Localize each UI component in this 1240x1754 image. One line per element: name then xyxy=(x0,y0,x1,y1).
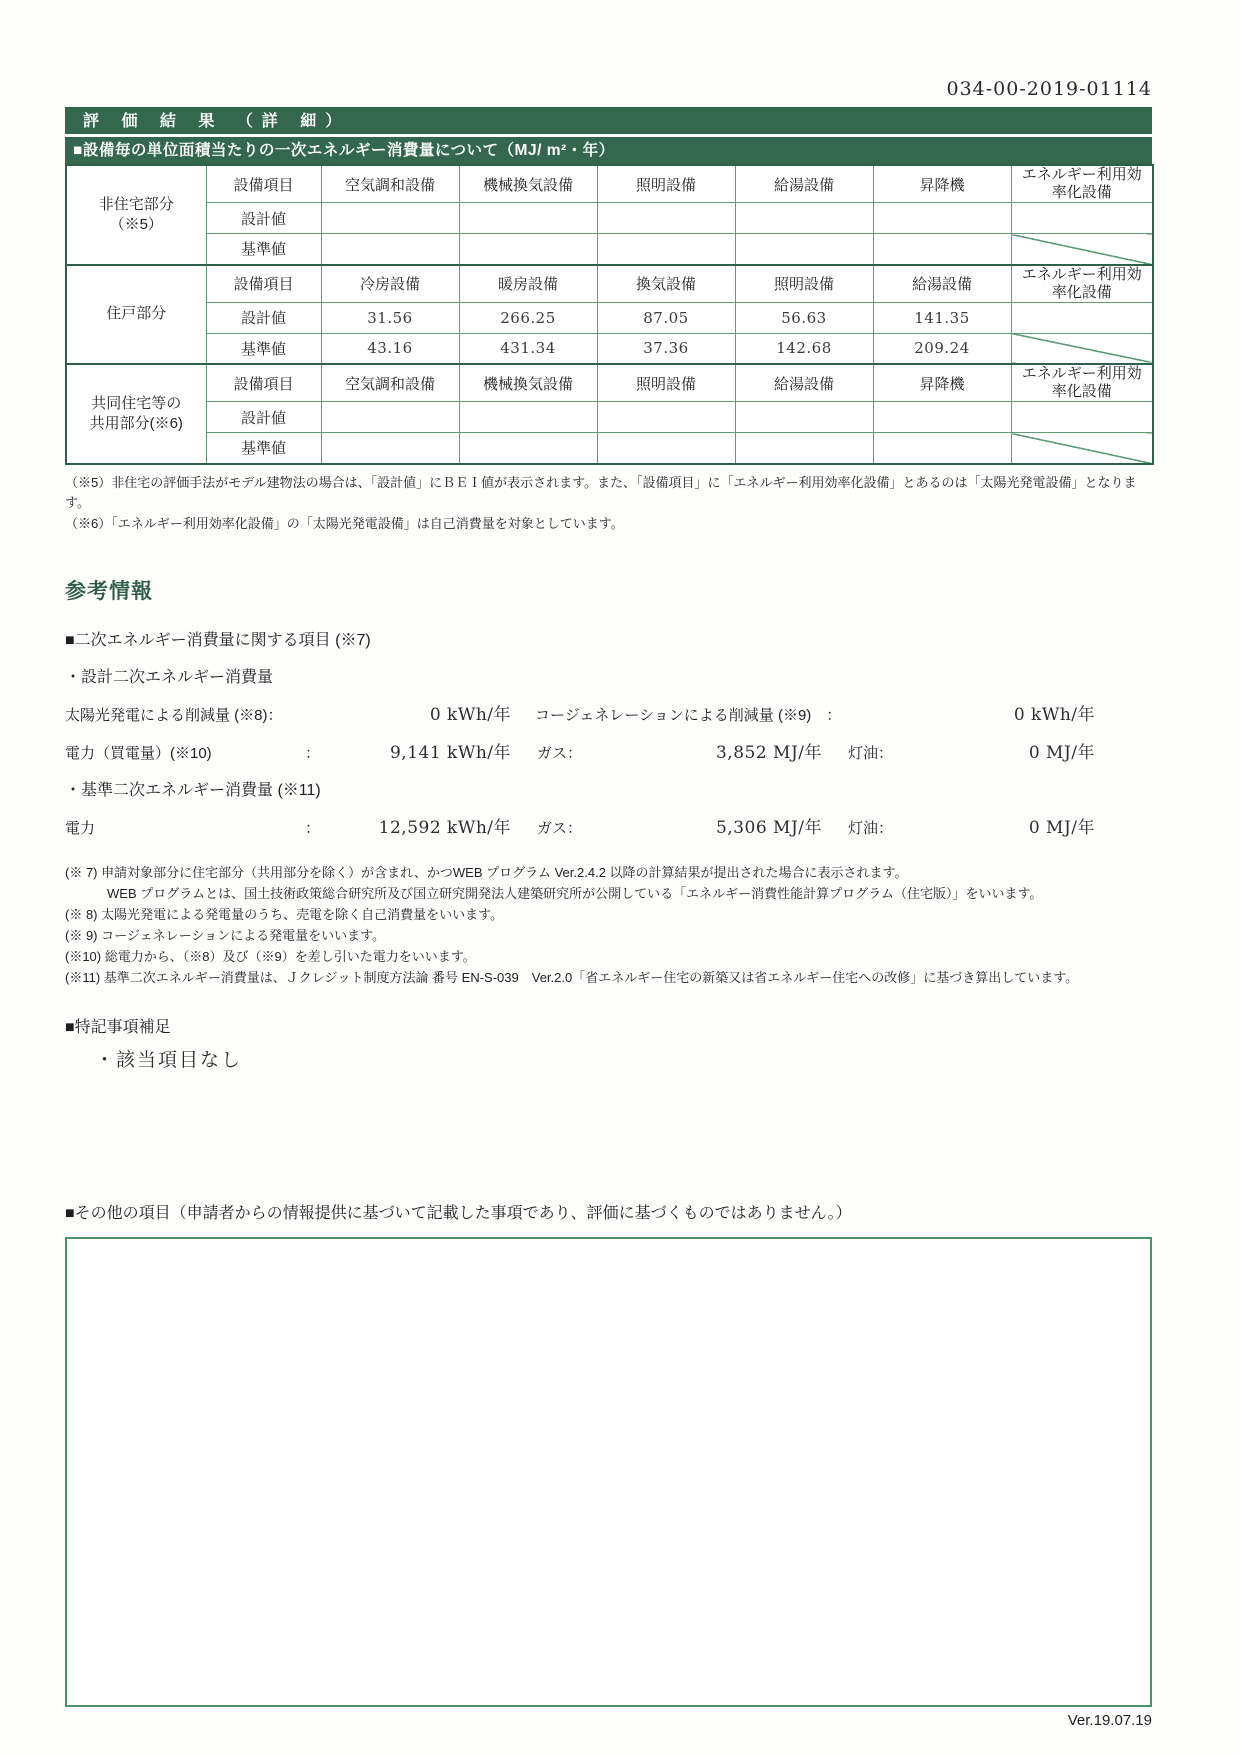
gas-value: 5,306 MJ/年 xyxy=(715,817,822,838)
cogeneration-reduction-label: コージェネレーションによる削減量 (※9) ： xyxy=(535,706,842,724)
reference-info-heading: 参考情報 xyxy=(65,579,153,603)
table-footnotes xyxy=(65,473,1152,535)
row-group-label-line: 住戸部分 xyxy=(106,305,167,323)
result-title-bar: 評 価 結 果 （詳 細） xyxy=(65,107,1152,137)
design-value-cell: 141.35 xyxy=(873,302,1011,333)
equipment-header-cell: 暖房設備 xyxy=(459,265,597,303)
design-value-cell: 87.05 xyxy=(597,302,735,333)
standard-energy-row xyxy=(65,813,1095,838)
standard-value-cell xyxy=(597,234,735,265)
design-value-cell: 266.25 xyxy=(459,302,597,333)
design-value-cell xyxy=(735,402,873,433)
kerosene-label: 灯油： xyxy=(848,744,894,762)
standard-value-cell: 431.34 xyxy=(459,333,597,364)
design-value-cell xyxy=(459,402,597,433)
electricity-value: 12,592 kWh/年 xyxy=(378,817,511,838)
standard-value-cell xyxy=(735,433,873,464)
equipment-header-cell: 給湯設備 xyxy=(873,265,1011,303)
table-row xyxy=(66,302,1153,333)
design-value-cell xyxy=(597,203,735,234)
equipment-header-cell: 照明設備 xyxy=(597,165,735,203)
reference-footnote: (※ 9) コージェネレーションによる発電量をいいます。 xyxy=(65,928,386,944)
table-row xyxy=(66,402,1153,433)
kerosene-label: 灯油： xyxy=(848,819,894,837)
row-header: 基準値 xyxy=(206,234,321,265)
document-number: 034-00-2019-01114 xyxy=(946,78,1152,100)
row-header: 基準値 xyxy=(206,333,321,364)
row-header: 設備項目 xyxy=(206,165,321,203)
equipment-header-cell: エネルギー利用効率化設備 xyxy=(1011,364,1153,402)
primary-energy-table xyxy=(65,164,1154,465)
evaluation-result-section xyxy=(65,107,1152,465)
table-row xyxy=(66,333,1153,364)
row-group-label xyxy=(66,265,206,365)
standard-value-cell: 142.68 xyxy=(735,333,873,364)
standard-value-cell xyxy=(597,433,735,464)
equipment-header-cell: 機械換気設備 xyxy=(459,165,597,203)
equipment-header-cell: エネルギー利用効率化設備 xyxy=(1011,265,1153,303)
reference-footnote: (※11) 基準二次エネルギー消費量は、Ｊクレジット制度方法論 番号 EN-S-039 Ver.2.0「省エネルギー住宅の新築又は省エネルギー住宅への改修」に基づき算出しています。 xyxy=(65,970,1079,986)
reference-footnote-continuation: WEB プログラムとは、国土技術政策総合研究所及び国立研究開発法人建築研究所が公開している「エネルギー消費性能計算プログラム（住宅版）」をいいます。 xyxy=(107,885,1043,901)
equipment-header-cell: 昇降機 xyxy=(873,165,1011,203)
equipment-header-cell: 空気調和設備 xyxy=(321,165,459,203)
gas-value: 3,852 MJ/年 xyxy=(715,742,822,763)
design-value-cell xyxy=(321,203,459,234)
gas-label: ガス： xyxy=(537,819,583,837)
version-label: Ver.19.07.19 xyxy=(1067,1712,1152,1730)
design-value-cell xyxy=(597,402,735,433)
equipment-header-cell: 照明設備 xyxy=(735,265,873,303)
table-row xyxy=(66,265,1153,303)
equipment-header-cell: 給湯設備 xyxy=(735,165,873,203)
electricity-purchased-label: 電力（買電量）(※10) xyxy=(65,744,212,762)
equipment-header-cell: 機械換気設備 xyxy=(459,364,597,402)
standard-value-cell: 37.36 xyxy=(597,333,735,364)
design-secondary-energy-title: ・設計二次エネルギー消費量 xyxy=(65,668,274,686)
row-header: 設計値 xyxy=(206,402,321,433)
secondary-energy-section-title: ■二次エネルギー消費量に関する項目 (※7) xyxy=(65,631,371,649)
equipment-header-cell: 照明設備 xyxy=(597,364,735,402)
table-footnote: （※5）非住宅の評価手法がモデル建物法の場合は、「設計値」にＢＥＩ値が表示されます。また、「設備項目」に「エネルギー利用効率化設備」とあるのは「太陽光発電設備」となります。 xyxy=(65,474,1137,511)
design-value-cell xyxy=(735,203,873,234)
design-energy-row-2 xyxy=(65,738,1095,763)
table-row xyxy=(66,433,1153,464)
standard-value-cell: 43.16 xyxy=(321,333,459,364)
table-row xyxy=(66,364,1153,402)
electricity-label: 電力 xyxy=(65,819,96,837)
row-header: 設備項目 xyxy=(206,364,321,402)
row-group-label-line: （※5） xyxy=(109,215,163,233)
special-notes-title: ■特記事項補足 xyxy=(65,1019,171,1037)
design-energy-row-1 xyxy=(65,700,1095,725)
row-header: 基準値 xyxy=(206,433,321,464)
design-value-cell: 31.56 xyxy=(321,302,459,333)
row-header: 設計値 xyxy=(206,302,321,333)
row-group-label-line: 非住宅部分 xyxy=(98,195,174,213)
solar-reduction-label: 太陽光発電による削減量 (※8)： xyxy=(65,706,283,724)
design-value-cell xyxy=(1011,402,1153,433)
row-group-label xyxy=(66,364,206,464)
row-group-label xyxy=(66,165,206,265)
standard-value-cell xyxy=(459,433,597,464)
special-notes-item: ・該当項目なし xyxy=(95,1049,243,1072)
kerosene-value: 0 MJ/年 xyxy=(1028,817,1095,838)
equipment-header-cell: 冷房設備 xyxy=(321,265,459,303)
reference-footnote: (※ 8) 太陽光発電による発電量のうち、売電を除く自己消費量をいいます。 xyxy=(65,906,504,922)
standard-value-cell xyxy=(459,234,597,265)
reference-footnote: (※ 7) 申請対象部分に住宅部分（共用部分を除く）が含まれ、かつWEB プログラム Ver.2.4.2 以降の計算結果が提出された場合に表示されます。 xyxy=(65,864,908,880)
other-items-title: ■その他の項目（申請者からの情報提供に基づいて記載した事項であり、評価に基づくものではありません。） xyxy=(65,1205,852,1223)
standard-value-cell xyxy=(873,234,1011,265)
other-items-empty-box xyxy=(65,1237,1152,1707)
solar-reduction-value: 0 kWh/年 xyxy=(429,704,511,725)
row-group-label-line: 共用部分(※6) xyxy=(89,414,183,432)
standard-value-cell xyxy=(873,433,1011,464)
reference-footnote: (※10) 総電力から、（※8）及び（※9）を差し引いた電力をいいます。 xyxy=(65,949,476,965)
kerosene-value: 0 MJ/年 xyxy=(1028,742,1095,763)
table-footnote: （※6）「エネルギー利用効率化設備」の「太陽光発電設備」は自己消費量を対象としています。 xyxy=(65,516,624,532)
gas-label: ガス： xyxy=(537,744,583,762)
design-value-cell xyxy=(321,402,459,433)
table-title-bar: ■設備毎の単位面積当たりの一次エネルギー消費量について（MJ/ m²・年） xyxy=(65,137,1152,164)
standard-secondary-energy-title: ・基準二次エネルギー消費量 (※11) xyxy=(65,781,321,799)
design-value-cell xyxy=(873,203,1011,234)
standard-value-cell: 209.24 xyxy=(873,333,1011,364)
design-value-cell xyxy=(459,203,597,234)
design-value-cell: 56.63 xyxy=(735,302,873,333)
design-value-cell xyxy=(1011,302,1153,333)
equipment-header-cell: 換気設備 xyxy=(597,265,735,303)
equipment-header-cell: 昇降機 xyxy=(873,364,1011,402)
standard-value-cell xyxy=(735,234,873,265)
design-value-cell xyxy=(873,402,1011,433)
row-group-label-line: 共同住宅等の xyxy=(91,394,182,412)
table-row xyxy=(66,203,1153,234)
crossed-out-cell xyxy=(1011,433,1153,464)
colon-separator: ： xyxy=(305,819,321,837)
electricity-purchased-value: 9,141 kWh/年 xyxy=(389,742,511,763)
reference-footnotes xyxy=(65,862,1152,988)
equipment-header-cell: 空気調和設備 xyxy=(321,364,459,402)
cogeneration-reduction-value: 0 kWh/年 xyxy=(1013,704,1095,725)
row-header: 設備項目 xyxy=(206,265,321,303)
design-value-cell xyxy=(1011,203,1153,234)
row-header: 設計値 xyxy=(206,203,321,234)
standard-value-cell xyxy=(321,433,459,464)
table-row xyxy=(66,234,1153,265)
equipment-header-cell: エネルギー利用効率化設備 xyxy=(1011,165,1153,203)
table-row xyxy=(66,165,1153,203)
crossed-out-cell xyxy=(1011,234,1153,265)
equipment-header-cell: 給湯設備 xyxy=(735,364,873,402)
crossed-out-cell xyxy=(1011,333,1153,364)
standard-value-cell xyxy=(321,234,459,265)
colon-separator: ： xyxy=(305,744,321,762)
